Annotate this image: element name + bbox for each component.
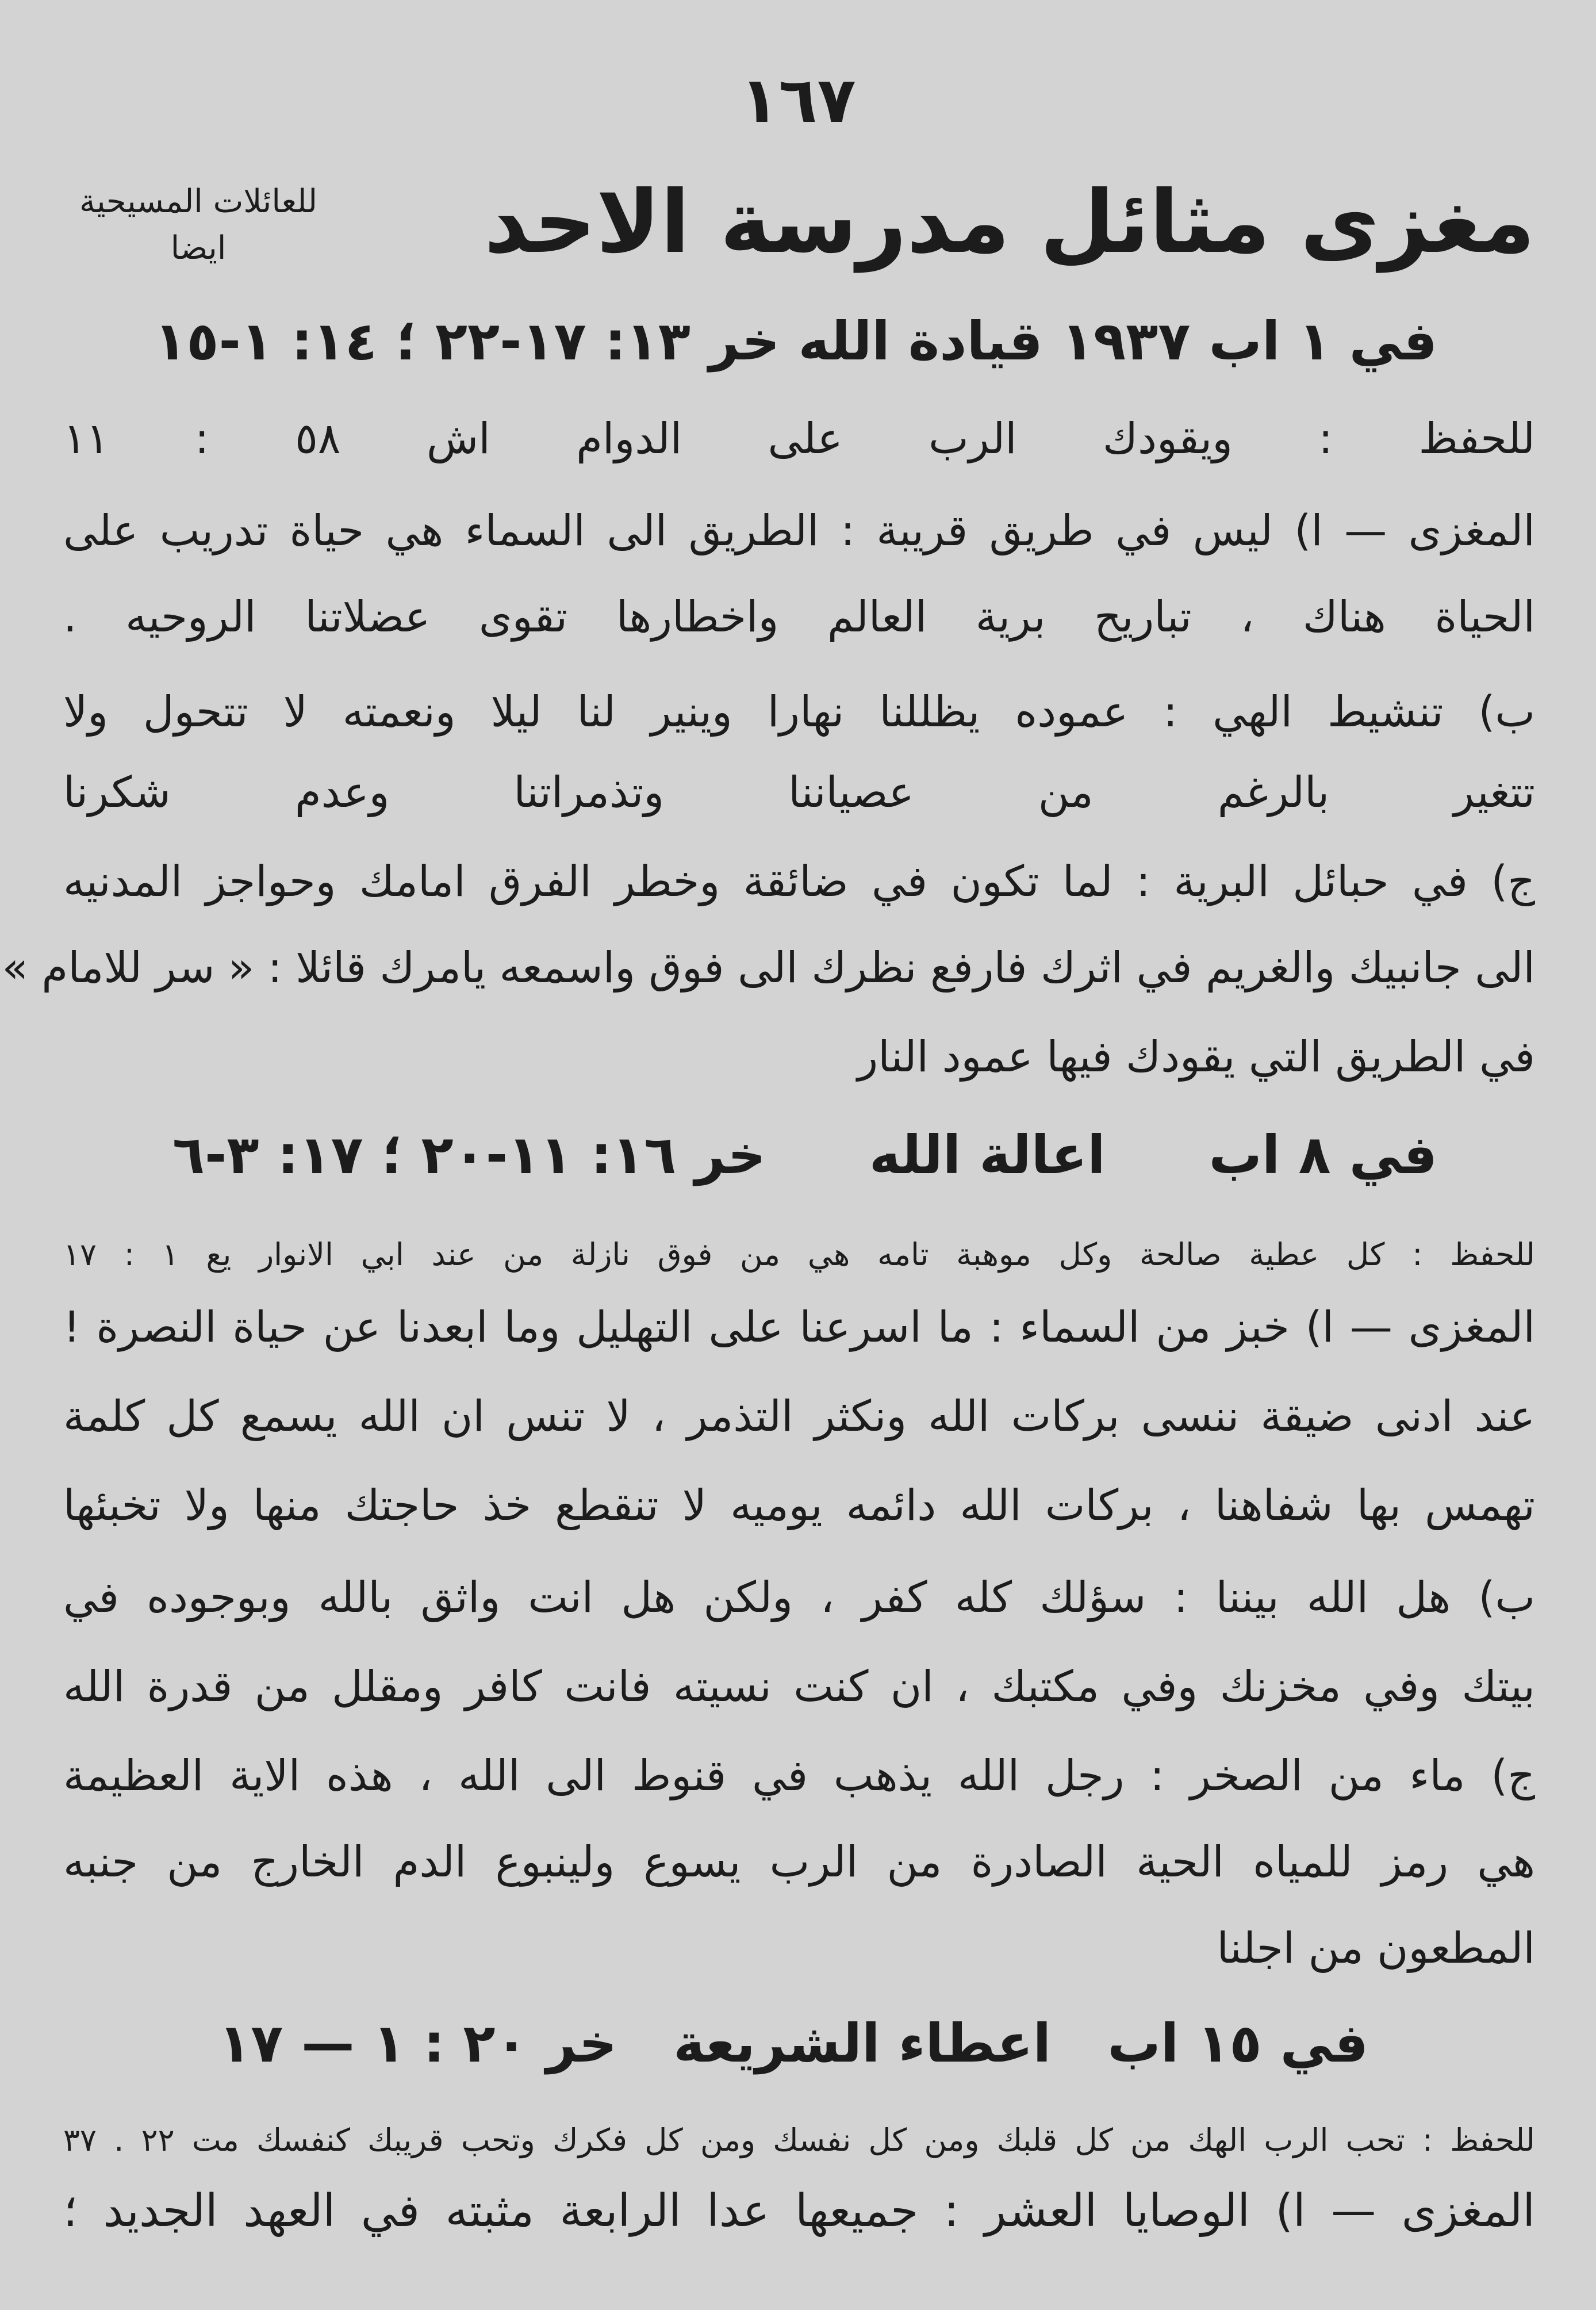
side-note xyxy=(63,178,333,271)
lesson-1-reference: خر ١٣: ١٧-٢٢ ؛ ١٤: ١-١٥ xyxy=(154,311,780,372)
lesson-2-line-7: هي رمز للمياه الحية الصادرة من الرب يسوع ولينبوع الدم الخارج من جنبه xyxy=(63,1837,1535,1887)
lesson-1-line-3: ب) تنشيط الهي : عموده يظللنا نهارا وينير لنا ليلا ونعمته لا تتحول ولا xyxy=(63,687,1535,737)
side-note-line-2: ايضا xyxy=(170,229,227,267)
lesson-1-line-1: المغزى — ا) ليس في طريق قريبة : الطريق الى السماء هي حياة تدريب على xyxy=(63,506,1535,556)
lesson-2-date: في ٨ اب xyxy=(1208,1124,1438,1186)
page-number: ١٦٧ xyxy=(740,63,856,137)
lesson-2-line-2: عند ادنى ضيقة ننسى بركات الله ونكثر التذمر ، لا تنس ان الله يسمع كل كلمة xyxy=(63,1392,1535,1441)
lesson-3-date: في ١٥ اب xyxy=(1107,2013,1368,2074)
lesson-2-line-6: ج) ماء من الصخر : رجل الله يذهب في قنوط الى الله ، هذه الاية العظيمة xyxy=(63,1751,1535,1801)
lesson-3-topic: اعطاء الشريعة xyxy=(673,2013,1052,2074)
lesson-1-line-6: الى جانبيك والغريم في اثرك فارفع نظرك الى فوق واسمعه يامرك قائلا : « سر للامام » xyxy=(2,943,1535,993)
lesson-3-memory-verse: للحفظ : تحب الرب الهك من كل قلبك ومن كل نفسك ومن كل فكرك وتحب قريبك كنفسك مت ٢٢ . ٣٧ xyxy=(63,2122,1535,2158)
lesson-1-line-4: تتغير بالرغم من عصياننا وتذمراتنا وعدم شكرنا xyxy=(63,768,1535,817)
lesson-2-line-8: المطعون من اجلنا xyxy=(1217,1924,1535,1973)
lesson-2-heading xyxy=(172,1124,1437,1186)
page-title: مغزى مثائل مدرسة الاحد xyxy=(484,173,1535,273)
lesson-1-date: في ١ اب ١٩٣٧ xyxy=(1061,311,1437,372)
side-note-line-1: للعائلات المسيحية xyxy=(79,183,318,220)
lesson-2-topic: اعالة الله xyxy=(869,1124,1106,1186)
lesson-2-line-5: بيتك وفي مخزنك وفي مكتبك ، ان كنت نسيته فانت كافر ومقلل من قدرة الله xyxy=(63,1662,1535,1711)
lesson-2-memory-verse: للحفظ : كل عطية صالحة وكل موهبة تامه هي من فوق نازلة من عند ابي الانوار يع ١ : ١٧ xyxy=(63,1236,1536,1273)
lesson-2-reference: خر ١٦: ١١-٢٠ ؛ ١٧: ٣-٦ xyxy=(172,1124,766,1186)
lesson-3-reference: خر ٢٠ : ١ — ١٧ xyxy=(218,2013,617,2074)
lesson-2-line-1: المغزى — ا) خبز من السماء : ما اسرعنا على التهليل وما ابعدنا عن حياة النصرة ! xyxy=(63,1303,1535,1352)
lesson-2-line-4: ب) هل الله بيننا : سؤلك كله كفر ، ولكن هل انت واثق بالله وبوجوده في xyxy=(63,1573,1535,1622)
lesson-3-line-1: المغزى — ا) الوصايا العشر : جميعها عدا الرابعة مثبته في العهد الجديد ؛ xyxy=(63,2185,1535,2237)
lesson-3-heading xyxy=(218,2013,1368,2074)
lesson-1-memory-verse: للحفظ : ويقودك الرب على الدوام اش ٥٨ : ١١ xyxy=(63,414,1535,463)
lesson-2-line-3: تهمس بها شفاهنا ، بركات الله دائمه يوميه لا تنقطع خذ حاجتك منها ولا تخبئها xyxy=(63,1481,1535,1530)
lesson-1-heading xyxy=(154,311,1437,372)
lesson-1-topic: قيادة الله xyxy=(798,311,1043,372)
lesson-1-line-5: ج) في حبائل البرية : لما تكون في ضائقة وخطر الفرق امامك وحواجز المدنيه xyxy=(63,857,1535,906)
lesson-1-line-7: في الطريق التي يقودك فيها عمود النار xyxy=(857,1032,1535,1082)
lesson-1-line-2: الحياة هناك ، تباريح برية العالم واخطارها تقوى عضلاتنا الروحيه . xyxy=(63,592,1535,642)
